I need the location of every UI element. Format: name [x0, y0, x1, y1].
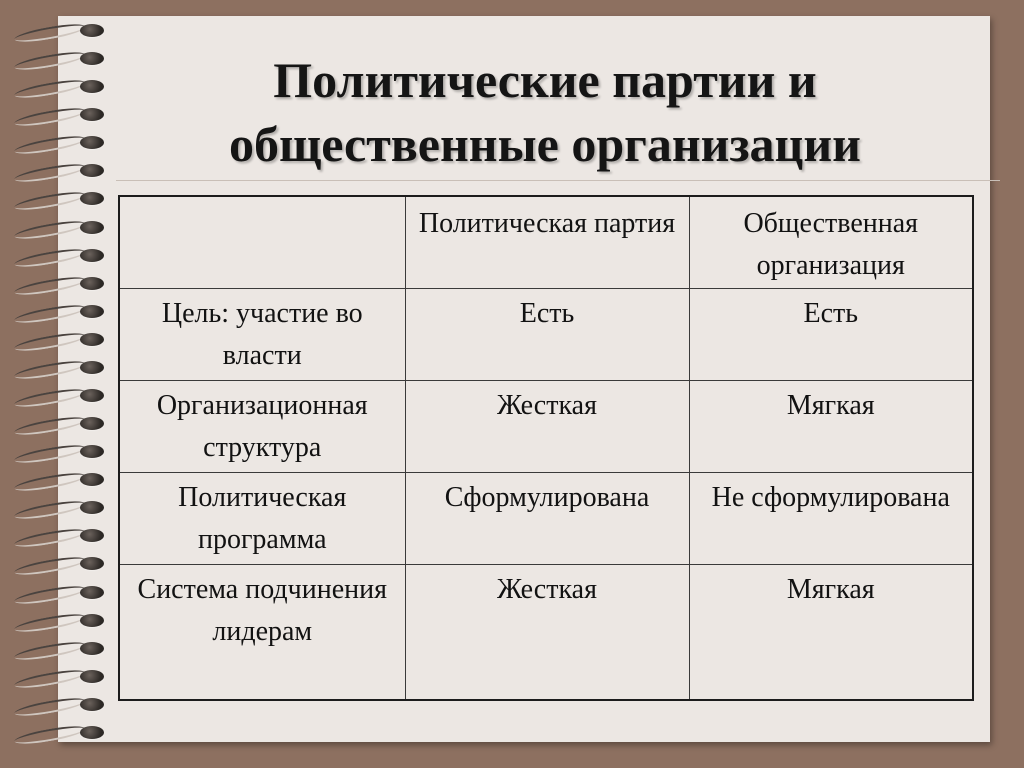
- comparison-table: [118, 195, 974, 701]
- table-row: [119, 564, 973, 700]
- table-row: [119, 288, 973, 380]
- title-divider: [116, 180, 1000, 181]
- header-party: Политическая партия: [405, 196, 689, 288]
- spiral-ring: [0, 219, 120, 237]
- spiral-ring: [0, 612, 120, 630]
- row-criterion: Политическая программа: [119, 472, 405, 564]
- table-header-row: [119, 196, 973, 288]
- spiral-ring: [0, 584, 120, 602]
- spiral-ring: [0, 555, 120, 573]
- row-organization-value: Не сформулирована: [689, 472, 973, 564]
- spiral-ring: [0, 275, 120, 293]
- page-title: [140, 48, 950, 176]
- spiral-ring: [0, 724, 120, 742]
- spiral-ring: [0, 443, 120, 461]
- row-organization-value: Мягкая: [689, 380, 973, 472]
- spiral-binding-icon: [0, 22, 120, 742]
- spiral-ring: [0, 499, 120, 517]
- spiral-ring: [0, 190, 120, 208]
- spiral-ring: [0, 640, 120, 658]
- row-criterion: Система подчинения лидерам: [119, 564, 405, 700]
- spiral-ring: [0, 303, 120, 321]
- table-row: [119, 380, 973, 472]
- row-party-value: Есть: [405, 288, 689, 380]
- spiral-ring: [0, 696, 120, 714]
- spiral-ring: [0, 387, 120, 405]
- row-party-value: Жесткая: [405, 380, 689, 472]
- spiral-ring: [0, 162, 120, 180]
- spiral-ring: [0, 22, 120, 40]
- title-line-1: Политические партии и: [273, 52, 817, 108]
- spiral-ring: [0, 668, 120, 686]
- title-line-2: общественные организации: [229, 116, 861, 172]
- header-organization: Общественная организация: [689, 196, 973, 288]
- spiral-ring: [0, 331, 120, 349]
- spiral-ring: [0, 134, 120, 152]
- table-row: [119, 472, 973, 564]
- row-organization-value: Мягкая: [689, 564, 973, 700]
- spiral-ring: [0, 106, 120, 124]
- spiral-ring: [0, 359, 120, 377]
- spiral-ring: [0, 471, 120, 489]
- row-organization-value: Есть: [689, 288, 973, 380]
- spiral-ring: [0, 78, 120, 96]
- spiral-ring: [0, 50, 120, 68]
- spiral-ring: [0, 247, 120, 265]
- row-criterion: Организационная структура: [119, 380, 405, 472]
- row-criterion: Цель: участие во власти: [119, 288, 405, 380]
- row-party-value: Жесткая: [405, 564, 689, 700]
- row-party-value: Сформулирована: [405, 472, 689, 564]
- spiral-ring: [0, 415, 120, 433]
- spiral-ring: [0, 527, 120, 545]
- header-corner-cell: [119, 196, 405, 288]
